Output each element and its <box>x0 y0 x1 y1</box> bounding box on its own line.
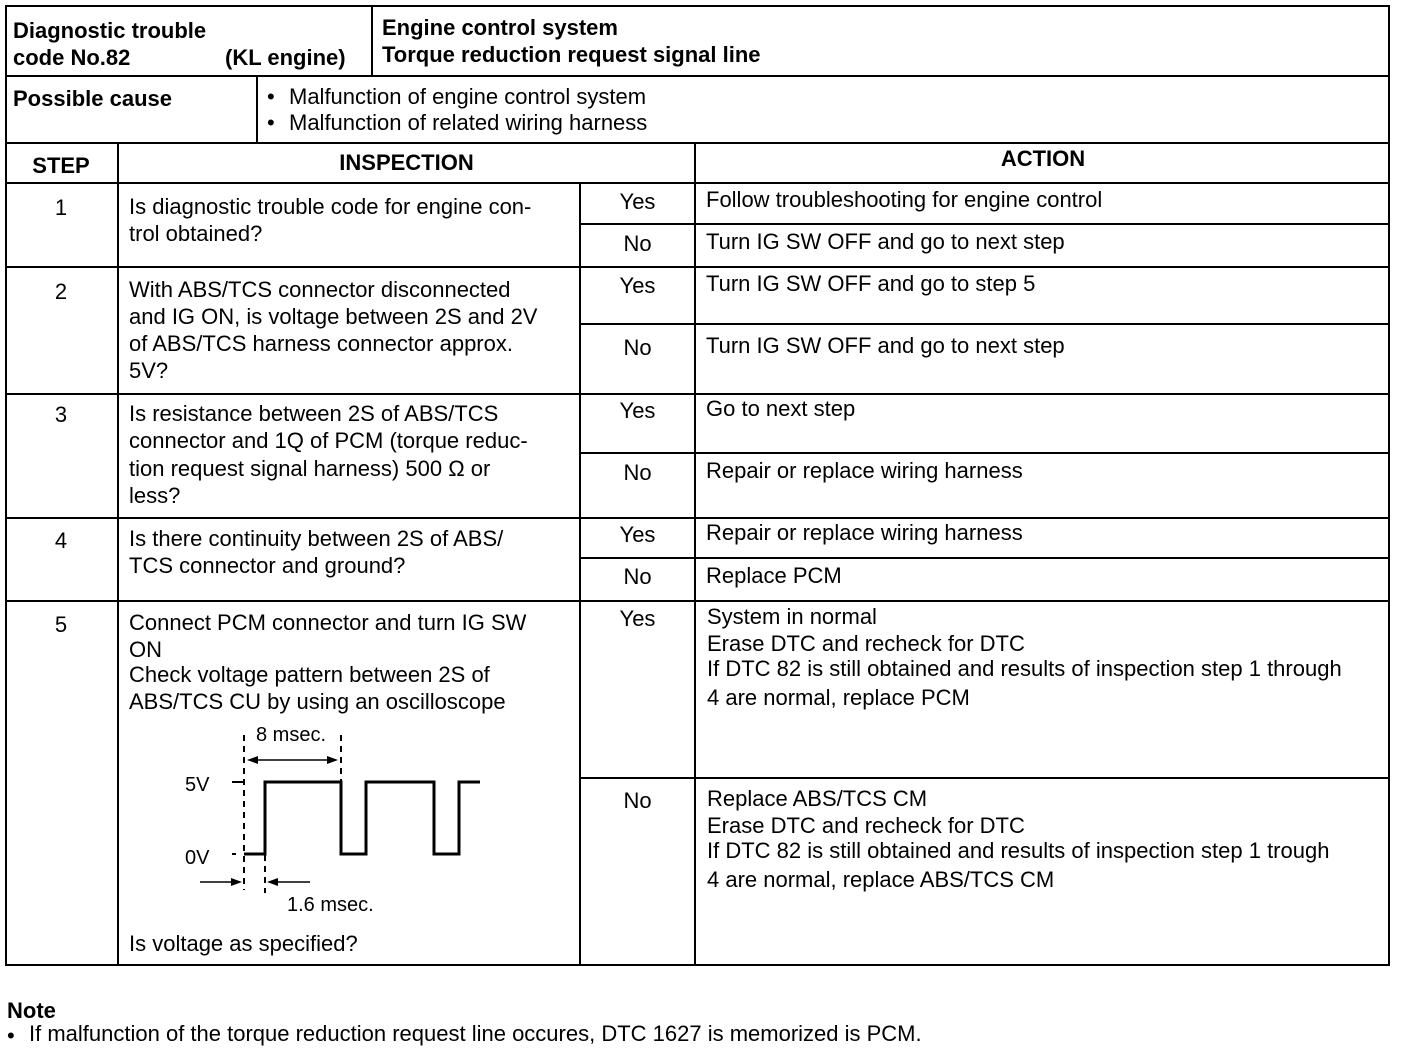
inspection-text: Is diagnostic trouble code for engine con- <box>129 194 532 219</box>
step-number: 5 <box>54 612 68 637</box>
pulse-width-label: 1.6 msec. <box>287 894 374 916</box>
cause-item-2: Malfunction of related wiring harness <box>289 110 648 135</box>
action-text: Turn IG SW OFF and go to next step <box>706 229 1065 254</box>
no-label: No <box>623 564 652 589</box>
no-label: No <box>623 788 652 813</box>
action-text: Go to next step <box>706 396 856 421</box>
step-number: 2 <box>54 279 68 304</box>
action-text: System in normal <box>707 604 877 629</box>
label-5v: 5V <box>185 774 210 796</box>
inspection-text: connector and 1Q of PCM (torque reduc- <box>129 428 528 453</box>
action-text: Erase DTC and recheck for DTC <box>707 631 1025 656</box>
inspection-text: Is there continuity between 2S of ABS/ <box>129 526 504 551</box>
action-text: Turn IG SW OFF and go to next step <box>706 333 1065 358</box>
action-text: If DTC 82 is still obtained and results of inspection step 1 trough <box>707 838 1330 863</box>
col-header-inspection: INSPECTION <box>339 150 474 175</box>
inspection-text: 5V? <box>129 358 169 383</box>
action-text: Replace PCM <box>706 563 842 588</box>
inspection-text: Is resistance between 2S of ABS/TCS <box>129 401 499 426</box>
period-label: 8 msec. <box>256 724 327 746</box>
action-text: Replace ABS/TCS CM <box>707 786 928 811</box>
yes-label: Yes <box>619 273 656 298</box>
action-text: Follow troubleshooting for engine control <box>706 187 1103 212</box>
yes-label: Yes <box>619 398 656 423</box>
inspection-text: of ABS/TCS harness connector approx. <box>129 331 513 356</box>
no-label: No <box>623 460 652 485</box>
no-label: No <box>623 335 652 360</box>
dtc-title-line1: Diagnostic trouble <box>13 18 207 43</box>
possible-cause-label: Possible cause <box>13 86 172 111</box>
col-header-step: STEP <box>32 153 90 178</box>
action-text: If DTC 82 is still obtained and results of inspection step 1 through <box>707 656 1342 681</box>
action-text: Repair or replace wiring harness <box>706 458 1023 483</box>
cause-bullet-1: • <box>267 84 275 109</box>
action-text: Turn IG SW OFF and go to step 5 <box>706 271 1036 296</box>
waveform-line <box>244 782 480 854</box>
inspection-text: less? <box>129 483 181 508</box>
inspection-text: TCS connector and ground? <box>129 553 406 578</box>
inspection-text: ON <box>129 637 162 662</box>
no-label: No <box>623 231 652 256</box>
inspection-text: and IG ON, is voltage between 2S and 2V <box>129 304 538 329</box>
yes-label: Yes <box>619 189 656 214</box>
inspection-text: trol obtained? <box>129 221 263 246</box>
note-text: If malfunction of the torque reduction request line occures, DTC 1627 is memorized is PCM. <box>29 1021 922 1046</box>
inspection-text: Connect PCM connector and turn IG SW <box>129 610 527 635</box>
yes-label: Yes <box>619 522 656 547</box>
cause-item-1: Malfunction of engine control system <box>289 84 647 109</box>
inspection-question: Is voltage as specified? <box>129 931 358 956</box>
inspection-text: With ABS/TCS connector disconnected <box>129 277 511 302</box>
col-header-action: ACTION <box>1000 146 1086 171</box>
engine-label: (KL engine) <box>225 45 346 70</box>
step-number: 4 <box>54 528 68 553</box>
step-number: 3 <box>54 402 68 427</box>
inspection-text: tion request signal harness) 500 Ω or <box>129 456 491 481</box>
step-number: 1 <box>54 195 68 220</box>
possible-cause-box <box>5 75 1390 144</box>
system-title-line1: Engine control system <box>382 15 618 40</box>
action-text: 4 are normal, replace ABS/TCS CM <box>707 867 1055 892</box>
note-title: Note <box>7 998 56 1023</box>
action-text: Repair or replace wiring harness <box>706 520 1023 545</box>
dtc-title-line2: code No.82 <box>13 45 131 70</box>
action-text: 4 are normal, replace PCM <box>707 685 970 710</box>
action-text: Erase DTC and recheck for DTC <box>707 813 1025 838</box>
system-title-line2: Torque reduction request signal line <box>382 42 761 67</box>
inspection-text: ABS/TCS CU by using an oscilloscope <box>129 689 506 714</box>
cause-bullet-2: • <box>267 110 275 135</box>
oscilloscope-waveform-diagram <box>150 715 510 925</box>
label-0v: 0V <box>185 847 210 869</box>
yes-label: Yes <box>619 606 656 631</box>
note-bullet: • <box>7 1023 15 1048</box>
inspection-text: Check voltage pattern between 2S of <box>129 662 490 687</box>
